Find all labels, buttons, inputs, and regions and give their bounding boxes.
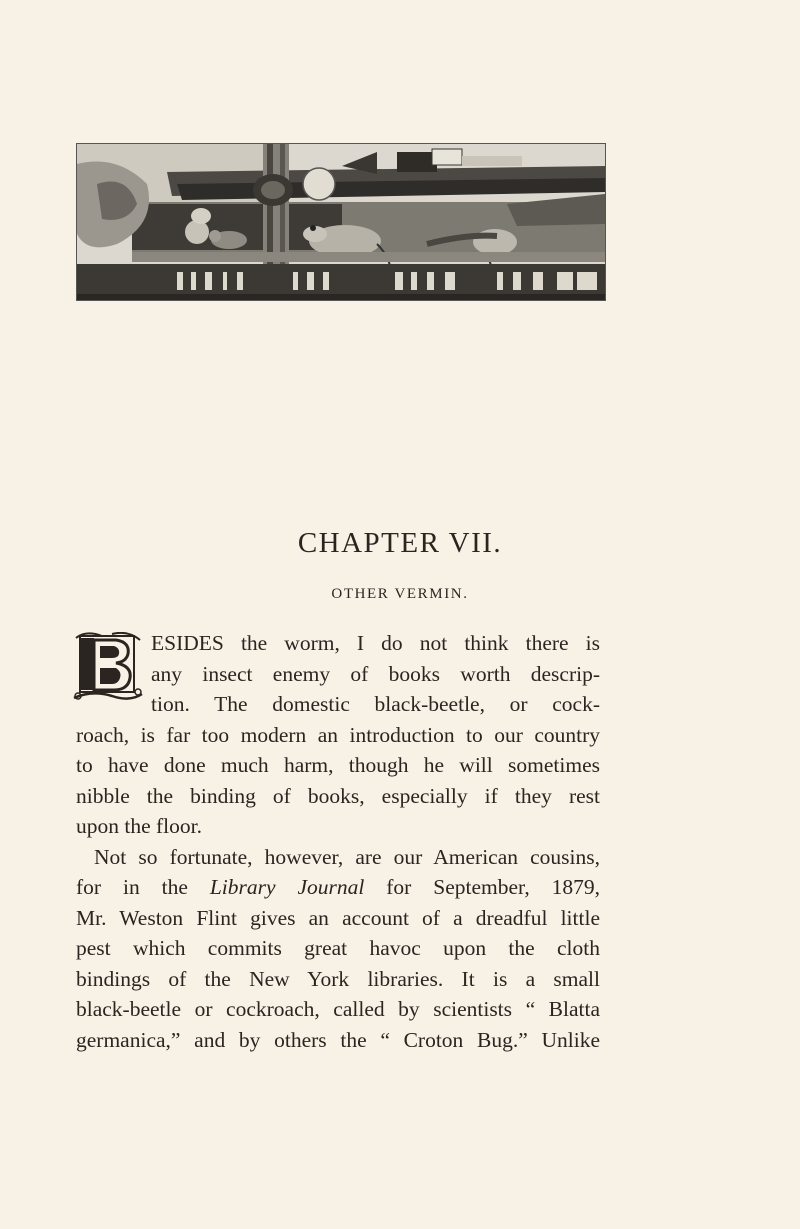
text-line: to have done much harm, though he will sometimes xyxy=(76,753,600,777)
text-line: black-beetle or cockroach, called by scientists “ Blatta xyxy=(76,997,600,1021)
rats-on-shelf-engraving xyxy=(77,144,605,300)
text-line: bindings of the New York libraries. It is a small xyxy=(76,966,600,991)
text-line: tion. The domestic black-beetle, or cock- xyxy=(151,692,600,716)
decorative-initial-b xyxy=(72,632,144,704)
text-line-with-title xyxy=(76,872,600,903)
text-line: any insect enemy of books worth descrip- xyxy=(151,661,600,686)
journal-title: Library Journal xyxy=(209,875,365,899)
chapter-subtitle: OTHER VERMIN. xyxy=(331,586,469,602)
text-fragment: for in the xyxy=(76,875,210,899)
text-line: Not so fortunate, however, are our American cousins, xyxy=(94,844,600,869)
chapter-title: CHAPTER VII. xyxy=(297,527,503,559)
text-line: nibble the binding of books, especially if they rest xyxy=(76,783,600,808)
text-line: Mr. Weston Flint gives an account of a dreadful little xyxy=(76,905,600,930)
text-line: pest which commits great havoc upon the cloth xyxy=(76,936,600,960)
text-line: upon the floor. xyxy=(76,814,202,838)
text-line: roach, is far too modern an introduction to our country xyxy=(76,722,600,747)
headpiece-illustration xyxy=(76,143,606,301)
chapter-body xyxy=(76,628,600,1055)
text-fragment: for September, 1879, xyxy=(364,875,601,899)
text-line: ESIDES the worm, I do not think there is xyxy=(151,631,600,655)
text-line: germanica,” and by others the “ Croton Bug.” Unlike xyxy=(76,1027,600,1052)
